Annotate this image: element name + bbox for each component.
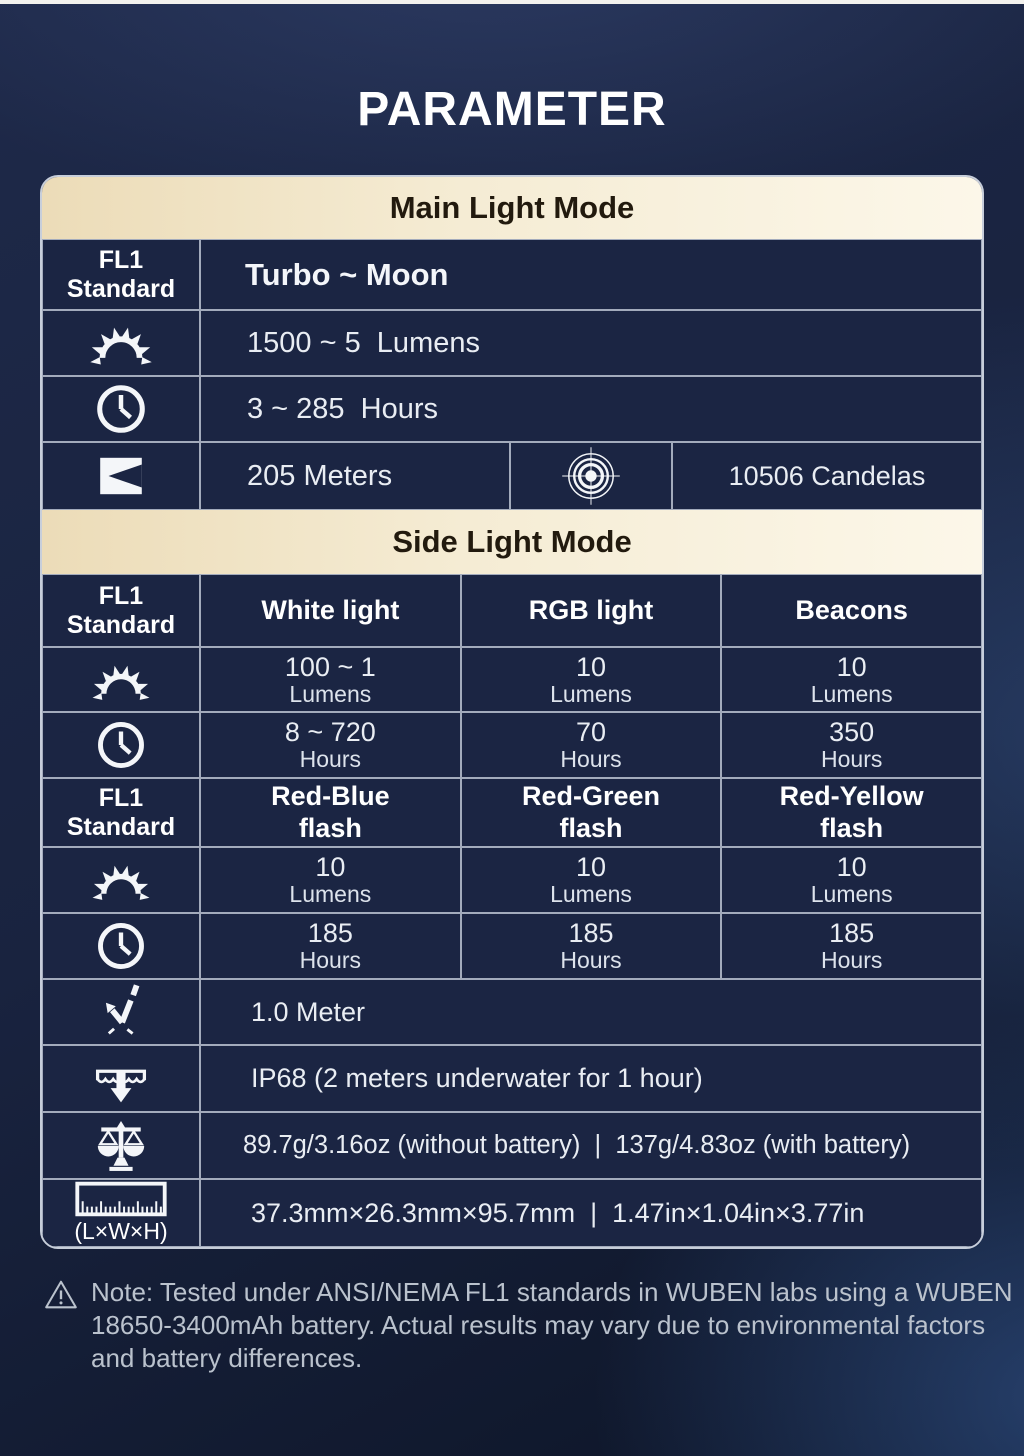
side-light-mode-header: Side Light Mode: [42, 510, 982, 574]
intensity-target-icon: [560, 446, 622, 506]
side-lumens-row: [42, 647, 982, 712]
rgb-light-lumens-cell: 10 Lumens: [461, 647, 722, 712]
side-brightness-icon-cell: [42, 647, 200, 712]
footnote-text: [91, 1276, 1012, 1375]
dimensions-icon-cell: [42, 1179, 200, 1247]
side-runtime-icon-cell: [42, 712, 200, 778]
flash-hours-row: [42, 913, 982, 979]
main-standard-row: [42, 239, 982, 310]
dimensions-value-cell: 37.3mm×26.3mm×95.7mm | 1.47in×1.04in×3.77in: [200, 1179, 982, 1247]
white-light-hours-cell: 8 ~ 720 Hours: [200, 712, 461, 778]
weight-row: [42, 1112, 982, 1179]
side-standard-row: [42, 574, 982, 647]
red-green-lumens-cell: 10 Lumens: [461, 847, 722, 913]
beacons-hours-cell: 350 Hours: [721, 712, 982, 778]
fl1-label-line2: Standard: [66, 274, 176, 303]
footnote-line: and battery differences.: [91, 1343, 363, 1374]
waterproof-value-cell: IP68 (2 meters underwater for 1 hour): [200, 1045, 982, 1112]
waterproof-icon: [88, 1053, 154, 1105]
warning-icon: [44, 1279, 78, 1310]
side-fl1-label-line2: Standard: [66, 610, 176, 639]
waterproof-icon-cell: [42, 1045, 200, 1112]
flash-lumens-row: [42, 847, 982, 913]
main-runtime-row: [42, 376, 982, 442]
main-distance-intensity-row: [42, 442, 982, 510]
main-light-mode-header: Main Light Mode: [42, 177, 982, 239]
main-runtime-cell: 3 ~ 285 Hours: [200, 376, 982, 442]
weight-value-cell: 89.7g/3.16oz (without battery) | 137g/4.83oz (with battery): [200, 1112, 982, 1179]
weight-icon-cell: [42, 1112, 200, 1179]
main-brightness-icon-cell: [42, 310, 200, 376]
footnote-line: 18650-3400mAh battery. Actual results may vary due to environmental factors: [91, 1310, 986, 1341]
brightness-sun-icon: [87, 316, 155, 370]
waterproof-row: [42, 1045, 982, 1112]
side-fl1-label-line1: FL1: [98, 582, 144, 610]
col-white-light: White light: [200, 574, 461, 647]
red-blue-lumens-cell: 10 Lumens: [200, 847, 461, 913]
impact-icon-cell: [42, 979, 200, 1045]
footnote: [44, 1276, 1013, 1375]
footnote-line: Note: Tested under ANSI/NEMA FL1 standards in WUBEN labs using a WUBEN: [91, 1277, 1013, 1307]
fl1-standard-cell: [42, 239, 200, 310]
beam-distance-cell: 205 Meters: [200, 442, 510, 510]
page-title: PARAMETER: [357, 83, 667, 136]
page-top-strip: [0, 0, 1024, 4]
red-yellow-lumens-cell: 10 Lumens: [721, 847, 982, 913]
intensity-cell: 10506 Candelas: [672, 442, 982, 510]
col-red-yellow-flash: Red-Yellow flash: [721, 778, 982, 847]
white-light-lumens-cell: 100 ~ 1 Lumens: [200, 647, 461, 712]
impact-resistance-icon: [91, 983, 151, 1041]
clock-icon: [93, 381, 149, 437]
beam-distance-icon: [92, 450, 150, 502]
flash-fl1-label-line2: Standard: [66, 812, 176, 841]
main-lumens-cell: 1500 ~ 5 Lumens: [200, 310, 982, 376]
dimensions-axes-label: (L×W×H): [74, 1218, 168, 1244]
flash-fl1-standard-cell: [42, 778, 200, 847]
col-rgb-light: RGB light: [461, 574, 722, 647]
clock-icon: [94, 919, 148, 973]
red-yellow-hours-cell: 185 Hours: [721, 913, 982, 979]
beacons-lumens-cell: 10 Lumens: [721, 647, 982, 712]
impact-row: [42, 979, 982, 1045]
rgb-light-hours-cell: 70 Hours: [461, 712, 722, 778]
col-beacons: Beacons: [721, 574, 982, 647]
red-green-hours-cell: 185 Hours: [461, 913, 722, 979]
col-red-green-flash: Red-Green flash: [461, 778, 722, 847]
flash-standard-row: [42, 778, 982, 847]
flash-brightness-icon-cell: [42, 847, 200, 913]
main-mode-range-cell: Turbo ~ Moon: [200, 239, 982, 310]
side-hours-row: [42, 712, 982, 778]
dimensions-row: [42, 1179, 982, 1247]
main-runtime-icon-cell: [42, 376, 200, 442]
impact-value-cell: 1.0 Meter: [200, 979, 982, 1045]
beam-distance-icon-cell: [42, 442, 200, 510]
intensity-icon-cell: [510, 442, 672, 510]
brightness-sun-icon: [89, 855, 153, 905]
weight-scale-icon: [92, 1117, 150, 1175]
parameter-table: [40, 175, 984, 1249]
red-blue-hours-cell: 185 Hours: [200, 913, 461, 979]
flash-runtime-icon-cell: [42, 913, 200, 979]
clock-icon: [94, 718, 148, 772]
brightness-sun-icon: [89, 655, 153, 705]
main-lumens-row: [42, 310, 982, 376]
side-fl1-standard-cell: [42, 574, 200, 647]
flash-fl1-label-line1: FL1: [98, 784, 144, 812]
ruler-icon: [75, 1181, 167, 1217]
fl1-label-line1: FL1: [98, 246, 144, 274]
col-red-blue-flash: Red-Blue flash: [200, 778, 461, 847]
